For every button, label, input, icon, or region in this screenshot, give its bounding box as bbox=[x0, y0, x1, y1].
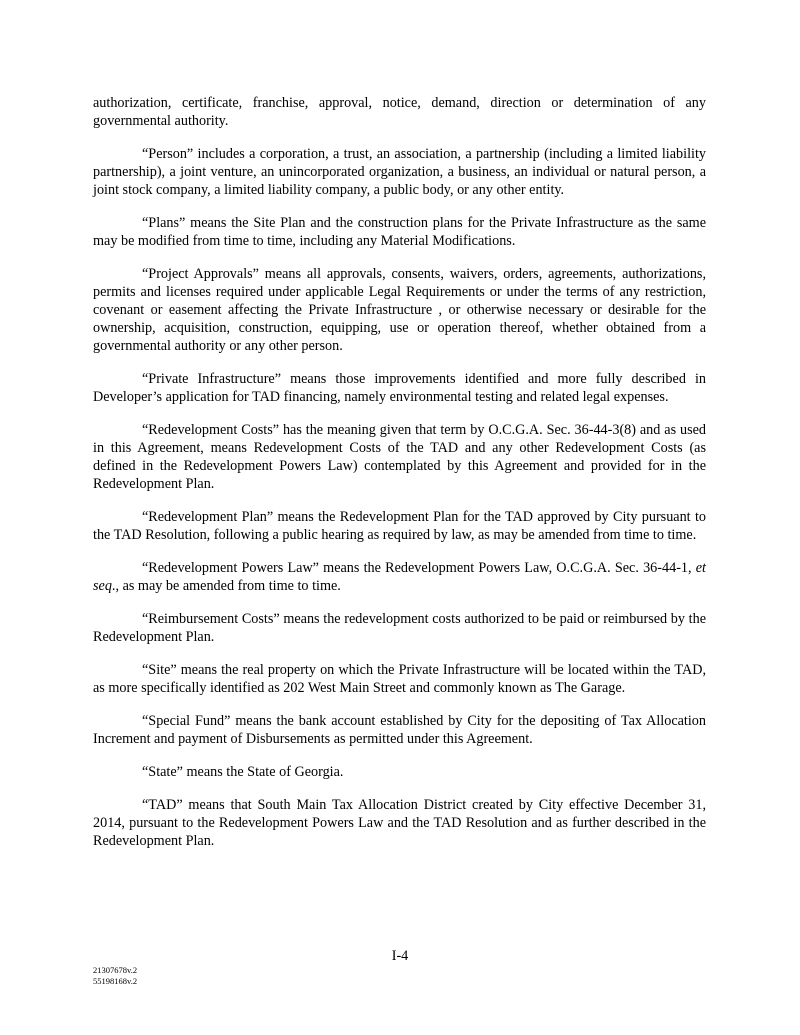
paragraph-tad-definition: “TAD” means that South Main Tax Allocation District created by City effective December 31, 2014, pursuant to the Redevelopment Powers Law and the TAD Resolution and as further described in the Redevelopment Plan. bbox=[93, 797, 706, 849]
paragraph-reimbursement-costs-definition: “Reimbursement Costs” means the redevelopment costs authorized to be paid or reimbursed by the Redevelopment Plan. bbox=[93, 611, 706, 645]
powers-law-after: ., as may be amended from time to time. bbox=[111, 578, 341, 594]
powers-law-text: “Redevelopment Powers Law” means the Redevelopment Powers Law, O.C.G.A. Sec. 36-44-1, bbox=[142, 560, 696, 576]
paragraph-person-definition: “Person” includes a corporation, a trust, an association, a partnership (including a limited liability partnership), a joint venture, an unincorporated organization, a business, an individual or natural person, a joint stock company, a limited liability company, a public body, or any other entity. bbox=[93, 146, 706, 198]
paragraph-redevelopment-powers-law-definition bbox=[93, 559, 706, 595]
document-id-2: 55198168v.2 bbox=[93, 976, 138, 986]
paragraph-plans-definition: “Plans” means the Site Plan and the construction plans for the Private Infrastructure as the same may be modified from time to time, including any Material Modifications. bbox=[93, 215, 706, 249]
document-body bbox=[93, 94, 706, 865]
document-id-1: 21307678v.2 bbox=[93, 965, 138, 975]
paragraph-site-definition: “Site” means the real property on which the Private Infrastructure will be located within the TAD, as more specifically identified as 202 West Main Street and commonly known as The Garage. bbox=[93, 662, 706, 696]
page-number: I-4 bbox=[391, 948, 409, 964]
paragraph-redevelopment-plan-definition: “Redevelopment Plan” means the Redevelopment Plan for the TAD approved by City pursuant to the TAD Resolution, following a public hearing as required by law, as may be amended from time to time. bbox=[93, 509, 706, 543]
paragraph-governmental-authority: authorization, certificate, franchise, approval, notice, demand, direction or determination of any governmental authority. bbox=[93, 95, 706, 129]
paragraph-state-definition: “State” means the State of Georgia. bbox=[142, 764, 344, 780]
paragraph-redevelopment-costs-definition: “Redevelopment Costs” has the meaning given that term by O.C.G.A. Sec. 36-44-3(8) and as used in this Agreement, means Redevelopment Costs of the TAD and any other Redevelopment Costs (as defined in the Redevelopment Powers Law) contemplated by this Agreement and provided for in the Redevelopment Plan. bbox=[93, 422, 706, 492]
document-ids bbox=[93, 965, 137, 987]
paragraph-special-fund-definition: “Special Fund” means the bank account established by City for the depositing of Tax Allocation Increment and payment of Disbursements as permitted under this Agreement. bbox=[93, 713, 706, 747]
paragraph-private-infrastructure-definition: “Private Infrastructure” means those improvements identified and more fully described in Developer’s application for TAD financing, namely environmental testing and related legal expenses. bbox=[93, 371, 706, 405]
powers-law-italic: et seq bbox=[93, 560, 706, 594]
paragraph-project-approvals-definition: “Project Approvals” means all approvals, consents, waivers, orders, agreements, authorizations, permits and licenses required under applicable Legal Requirements or under the terms of any restriction, covenant or easement affecting the Private Infrastructure , or otherwise necessary or desirable for the ownership, acquisition, construction, equipping, use or operation thereof, whether obtained from a governmental authority or any other person. bbox=[93, 266, 706, 354]
